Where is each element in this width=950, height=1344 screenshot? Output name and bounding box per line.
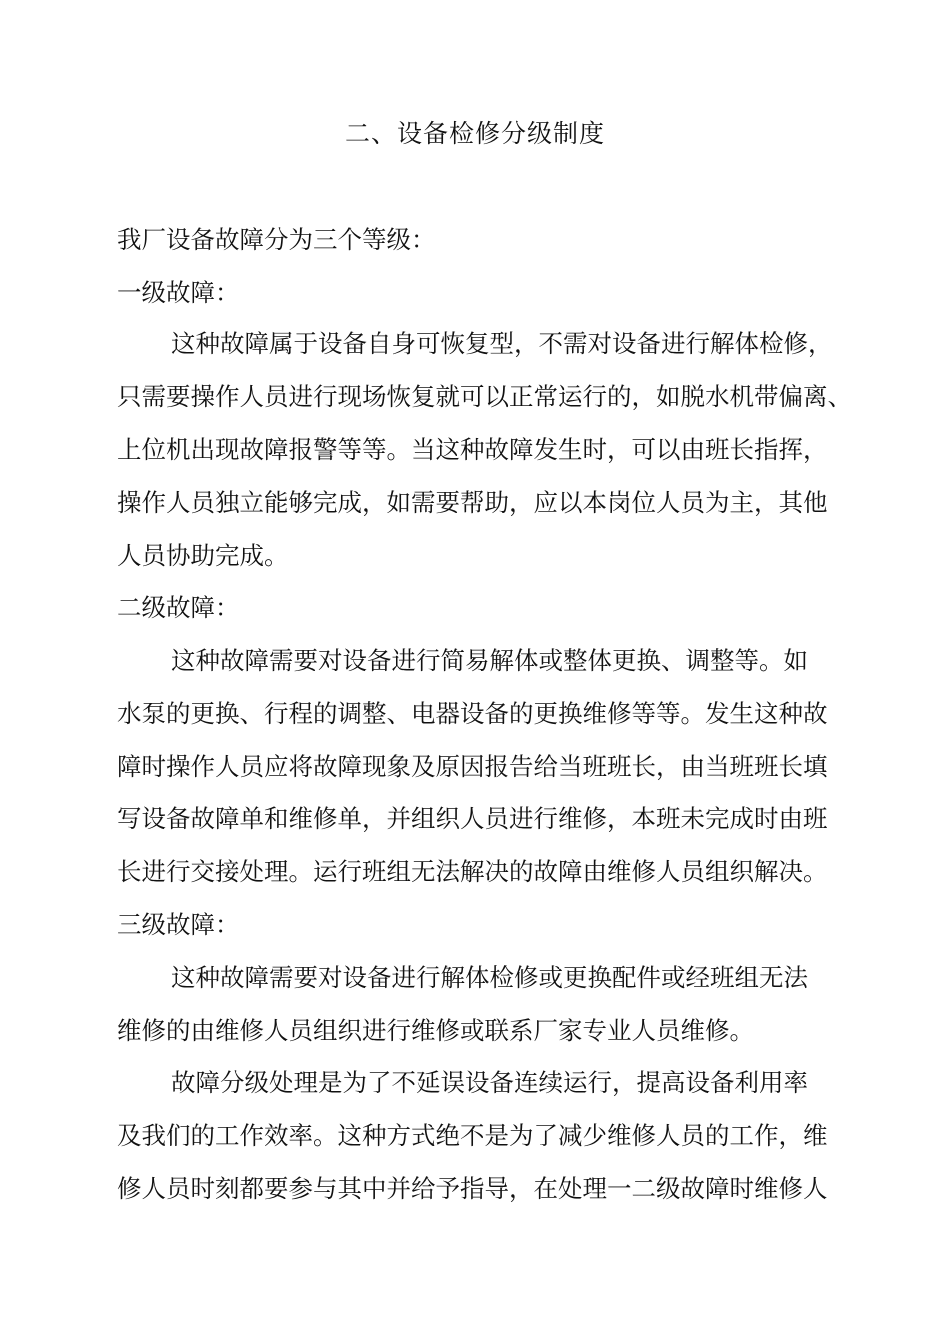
level2-line-3: 障时操作人员应将故障现象及原因报告给当班班长，由当班班长填: [117, 752, 828, 781]
level3-line-2: 维修的由维修人员组织进行维修或联系厂家专业人员维修。: [117, 1016, 754, 1045]
closing-line-1: 故障分级处理是为了不延误设备连续运行，提高设备利用率: [171, 1068, 808, 1097]
level1-line-4: 操作人员独立能够完成，如需要帮助，应以本岗位人员为主，其他: [117, 488, 828, 517]
level2-line-5: 长进行交接处理。运行班组无法解决的故障由维修人员组织解决。: [117, 857, 828, 886]
level1-line-2: 只需要操作人员进行现场恢复就可以正常运行的，如脱水机带偏离、: [117, 382, 852, 411]
level1-line-1: 这种故障属于设备自身可恢复型，不需对设备进行解体检修，: [171, 329, 833, 358]
level3-line-1: 这种故障需要对设备进行解体检修或更换配件或经班组无法: [171, 963, 808, 992]
level1-line-3: 上位机出现故障报警等等。当这种故障发生时，可以由班长指挥，: [117, 435, 828, 464]
closing-line-3: 修人员时刻都要参与其中并给予指导，在处理一二级故障时维修人: [117, 1174, 828, 1203]
intro-text: 我厂设备故障分为三个等级：: [117, 225, 436, 254]
level3-heading: 三级故障：: [117, 910, 240, 939]
level2-line-4: 写设备故障单和维修单，并组织人员进行维修，本班未完成时由班: [117, 804, 828, 833]
document-title: 二、设备检修分级制度: [344, 119, 605, 148]
closing-line-2: 及我们的工作效率。这种方式绝不是为了减少维修人员的工作，维: [117, 1121, 828, 1150]
level2-line-2: 水泵的更换、行程的调整、电器设备的更换维修等等。发生这种故: [117, 699, 828, 728]
level2-heading: 二级故障：: [117, 593, 240, 622]
level1-line-5: 人员协助完成。: [117, 541, 289, 570]
level2-line-1: 这种故障需要对设备进行简易解体或整体更换、调整等。如: [171, 646, 808, 675]
level1-heading: 一级故障：: [117, 278, 240, 307]
